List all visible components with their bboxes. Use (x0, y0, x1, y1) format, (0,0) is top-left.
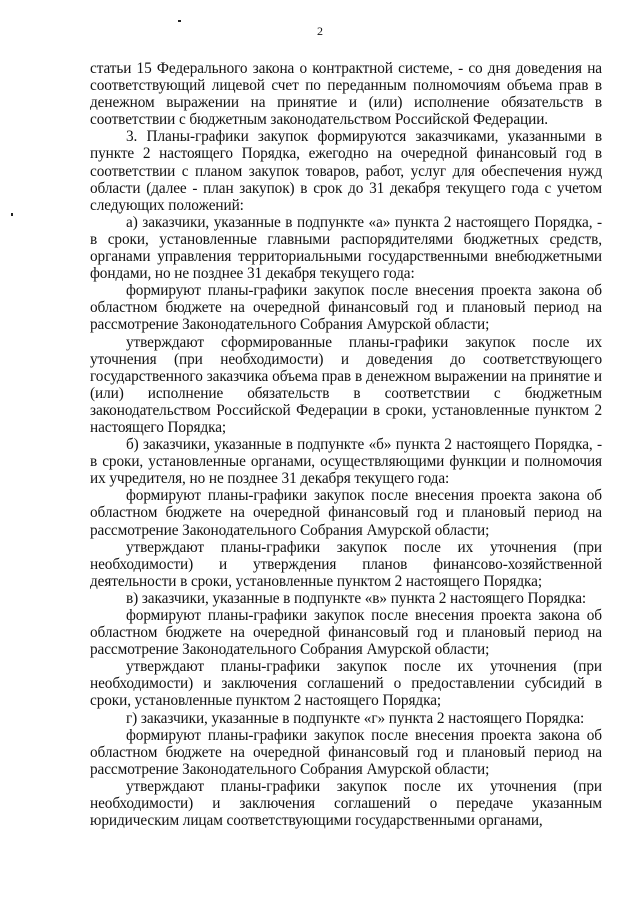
paragraph: формируют планы-графики закупок после внесения проекта закона об областном бюджете на очередной финансовый год и плановый период на рассмотрение Законодательного Собрания Амурской области; (90, 282, 602, 334)
paragraph: утверждают сформированные планы-графики закупок после их уточнения (при необходимости) и доведения до соответствующего государственного заказчика объема прав в денежном выражении на принятие и (или) исполнение обязательств в соответствии с бюджетным законодательством Российской Федерации в сроки, установленные пунктом 2 настоящего Порядка; (90, 333, 602, 436)
paragraph: статьи 15 Федерального закона о контрактной системе, - со дня доведения на соответствующий лицевой счет по переданным полномочиям объема прав в денежном выражении на принятие и (или) исполнение обязательств в соответствии с бюджетным законодательством Российской Федерации. (90, 60, 602, 129)
paragraph: утверждают планы-графики закупок после их уточнения (при необходимости) и заключения соглашений о передаче указанным юридическим лицам соответствующими государственными органами, (90, 777, 602, 830)
page-number: 2 (317, 24, 323, 38)
paragraph: формируют планы-графики закупок после внесения проекта закона об областном бюджете на очередной финансовый год и плановый период на рассмотрение Законодательного Собрания Амурской области; (90, 607, 602, 659)
paragraph: г) заказчики, указанные в подпункте «г» пункта 2 настоящего Порядка: (126, 709, 585, 727)
scan-speck (178, 20, 181, 22)
paragraph: б) заказчики, указанные в подпункте «б» пункта 2 настоящего Порядка, - в сроки, установленные органами, осуществляющими функции и полномочия их учредителя, но не позднее 31 декабря текущего года: (90, 436, 602, 488)
paragraph: в) заказчики, указанные в подпункте «в» пункта 2 настоящего Порядка: (126, 589, 587, 607)
paragraph: утверждают планы-графики закупок после их уточнения (при необходимости) и утверждения планов финансово-хозяйственной деятельности в сроки, установленные пунктом 2 настоящего Порядка; (90, 538, 602, 590)
paragraph: 3. Планы-графики закупок формируются заказчиками, указанными в пункте 2 настоящего Порядка, ежегодно на очередной финансовый год в соответствии с планом закупок товаров, работ, услуг для обеспечения нужд области (далее - план закупок) в срок до 31 декабря текущего года с учетом следующих положений: (90, 128, 602, 214)
document-body (90, 60, 602, 829)
paragraph: а) заказчики, указанные в подпункте «а» пункта 2 настоящего Порядка, - в сроки, установленные главными распорядителями бюджетных средств, органами управления территориальными государственными внебюджетными фондами, но не позднее 31 декабря текущего года: (90, 213, 602, 283)
paragraph: формируют планы-графики закупок после внесения проекта закона об областном бюджете на очередной финансовый год и плановый период на рассмотрение Законодательного Собрания Амурской области; (90, 487, 602, 539)
paragraph: утверждают планы-графики закупок после их уточнения (при необходимости) и заключения соглашений о предоставлении субсидий в сроки, установленные пунктом 2 настоящего Порядка; (90, 658, 602, 710)
scan-speck (11, 213, 13, 216)
paragraph: формируют планы-графики закупок после внесения проекта закона об областном бюджете на очередной финансовый год и плановый период на рассмотрение Законодательного Собрания Амурской области; (90, 726, 602, 778)
